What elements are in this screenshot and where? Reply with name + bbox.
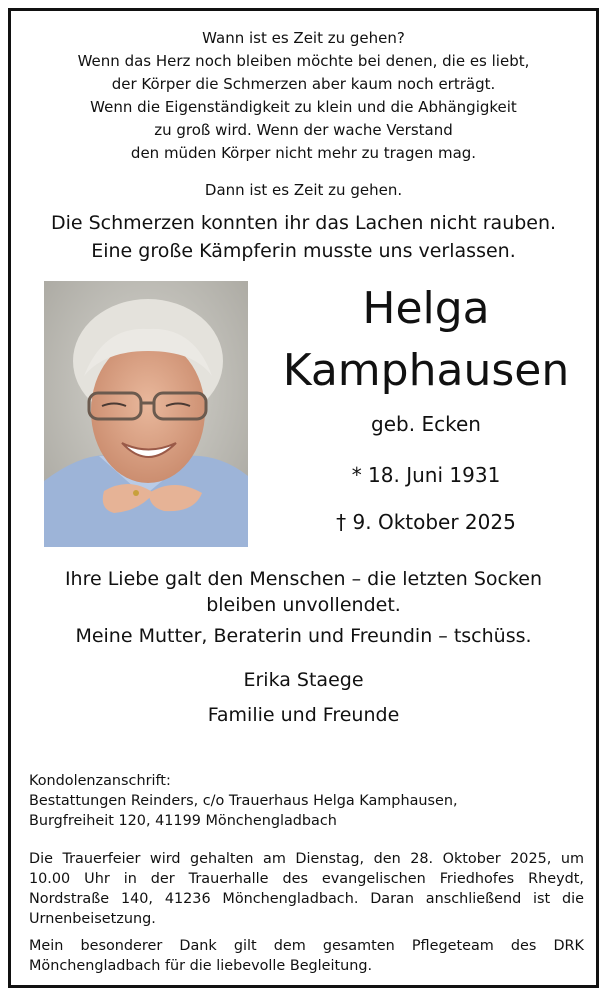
tribute-line-1: Ihre Liebe galt den Menschen – die letzten Socken — [64, 568, 543, 590]
thanks-note — [29, 936, 584, 976]
poem-line: Wenn die Eigenständigkeit zu klein und die Abhängigkeit — [90, 98, 517, 116]
tribute-line-2: bleiben unvollendet. — [206, 594, 401, 616]
ceremony-line: Urnenbeisetzung. — [29, 911, 156, 927]
death-date: † 9. Oktober 2025 — [336, 510, 516, 534]
thanks-line: Mein besonderer Dank gilt dem gesamten Pflegeteam des DRK — [29, 938, 584, 954]
tribute-line-3: Meine Mutter, Beraterin und Freundin – tschüss. — [75, 625, 532, 647]
portrait-photo — [44, 281, 248, 547]
born-name: geb. Ecken — [371, 412, 481, 436]
motto — [11, 209, 596, 265]
motto-line-1: Die Schmerzen konnten ihr das Lachen nicht rauben. — [50, 212, 557, 234]
poem-line: Wann ist es Zeit zu gehen? — [202, 29, 405, 47]
ceremony-info — [29, 849, 584, 929]
poem-closing: Dann ist es Zeit zu gehen. — [204, 181, 403, 199]
poem-line: zu groß wird. Wenn der wache Verstand — [154, 121, 453, 139]
mourner-name: Erika Staege — [243, 669, 364, 691]
ceremony-line: 10.00 Uhr in der Trauerhalle des evangelischen Friedhofes Rheydt, — [29, 871, 584, 887]
obituary-card — [8, 8, 599, 988]
tribute — [11, 566, 596, 618]
poem — [11, 27, 596, 165]
thanks-line: Mönchengladbach für die liebevolle Begleitung. — [29, 958, 373, 974]
ceremony-line: Die Trauerfeier wird gehalten am Dienstag, den 28. Oktober 2025, um — [29, 851, 584, 867]
condolence-line: Bestattungen Reinders, c/o Trauerhaus Helga Kamphausen, — [29, 793, 458, 809]
deceased-first-name: Helga — [362, 283, 490, 334]
motto-line-2: Eine große Kämpferin musste uns verlassen. — [91, 240, 516, 262]
ceremony-line: Nordstraße 140, 41236 Mönchengladbach. Daran anschließend ist die — [29, 891, 584, 907]
poem-line: der Körper die Schmerzen aber kaum noch erträgt. — [111, 75, 496, 93]
mourner-name: Familie und Freunde — [207, 704, 400, 726]
deceased-last-name: Kamphausen — [282, 345, 570, 396]
condolence-heading: Kondolenzanschrift: — [29, 773, 171, 789]
condolence-address — [29, 771, 589, 831]
condolence-line: Burgfreiheit 120, 41199 Mönchengladbach — [29, 813, 337, 829]
poem-line: den müden Körper nicht mehr zu tragen mag. — [130, 144, 477, 162]
birth-date: * 18. Juni 1931 — [351, 463, 501, 487]
poem-line: Wenn das Herz noch bleiben möchte bei denen, die es liebt, — [77, 52, 530, 70]
